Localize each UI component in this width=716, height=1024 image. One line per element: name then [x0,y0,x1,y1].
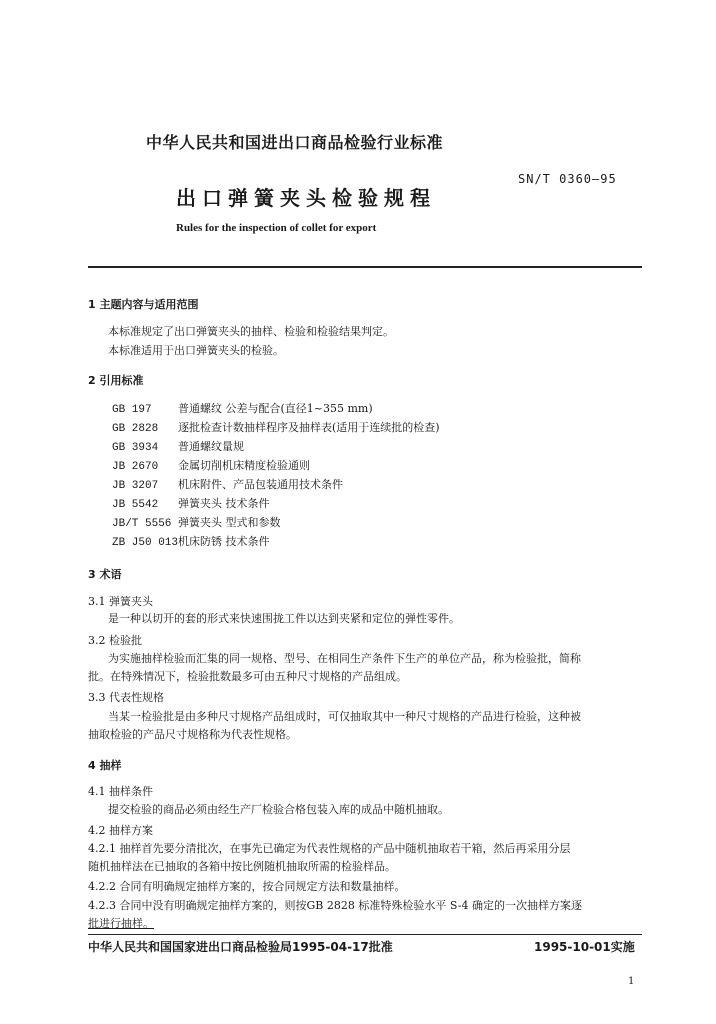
reference-code: JB/T 5556 [112,518,172,530]
document-title: 出口弹簧夹头检验规程 [176,186,436,210]
paragraph: 随机抽样法在已抽取的各箱中按比例随机抽取所需的检验样品。 [88,860,396,873]
reference-title: 金属切削机床精度检验通则 [178,459,310,472]
reference-item [112,514,281,533]
paragraph: 提交检验的商品必须由经生产厂检验合格包装入库的成品中随机抽取。 [108,803,449,816]
paragraph: 4.2.2 合同有明确规定抽样方案的，按合同规定方法和数量抽样。 [88,880,406,893]
paragraph: 批进行抽样。 [88,917,154,930]
clause-heading: 3.3 代表性规格 [88,691,164,704]
paragraph: 本标准规定了出口弹簧夹头的抽样、检验和检验结果判定。 [108,325,394,338]
reference-code: GB 2828 [112,423,159,435]
document-title-english: Rules for the inspection of collet for export [176,222,377,234]
footer-divider [88,934,642,935]
header-divider [88,266,642,268]
reference-item [112,419,440,438]
paragraph: 为实施抽样检验而汇集的同一规格、型号、在相同生产条件下生产的单位产品，称为检验批，简称 [108,652,581,665]
section-heading: 1 主题内容与适用范围 [88,298,199,311]
reference-title: 逐批检查计数抽样程序及抽样表(适用于连续批的检查) [178,421,440,434]
reference-title: 弹簧夹头 技术条件 [178,497,270,510]
reference-title: 机床防锈 技术条件 [178,535,270,548]
reference-code: ZB J50 013 [112,537,179,549]
clause-heading: 4.2 抽样方案 [88,824,153,837]
issuing-organization: 中华人民共和国进出口商品检验行业标准 [146,133,444,152]
clause-heading: 3.1 弹簧夹头 [88,595,153,608]
approval-line: 中华人民共和国国家进出口商品检验局1995-04-17批准 [88,940,393,954]
paragraph: 抽取检验的产品尺寸规格称为代表性规格。 [88,728,297,741]
reference-item [112,476,343,495]
reference-code: GB 3934 [112,442,159,454]
standard-code: SN/T 0360—95 [518,172,617,186]
clause-heading: 4.1 抽样条件 [88,785,153,798]
paragraph: 4.2.1 抽样首先要分清批次，在事先已确定为代表性规格的产品中随机抽取若干箱，然后再采用分层 [88,842,571,855]
reference-code: JB 5542 [112,499,159,511]
clause-heading: 3.2 检验批 [88,634,142,647]
reference-item [112,495,270,514]
reference-code: JB 3207 [112,480,159,492]
reference-title: 弹簧夹头 型式和参数 [178,516,281,529]
reference-item [112,457,310,476]
reference-item [112,438,244,457]
reference-item [112,533,270,552]
paragraph: 是一种以切开的套的形式来快速围拢工件以达到夹紧和定位的弹性零件。 [108,612,460,625]
reference-code: GB 197 [112,404,152,416]
reference-title: 普通螺纹量规 [178,440,244,453]
paragraph: 4.2.3 合同中没有明确规定抽样方案的，则按GB 2828 标准特殊检验水平 S-4 确定的一次抽样方案逐 [88,899,582,912]
section-heading: 4 抽样 [88,759,122,772]
paragraph: 批。在特殊情况下，检验批数最多可由五种尺寸规格的产品组成。 [88,670,407,683]
reference-title: 机床附件、产品包装通用技术条件 [178,478,343,491]
page-number: 1 [628,976,635,987]
effective-date: 1995-10-01实施 [534,940,635,954]
section-heading: 3 术语 [88,568,122,581]
section-heading: 2 引用标准 [88,374,144,387]
reference-code: JB 2670 [112,461,159,473]
paragraph: 本标准适用于出口弹簧夹头的检验。 [108,344,284,357]
reference-title: 普通螺纹 公差与配合(直径1~355 mm) [178,402,373,415]
reference-item [112,400,373,419]
paragraph: 当某一检验批是由多种尺寸规格产品组成时，可仅抽取其中一种尺寸规格的产品进行检验，这种被 [108,710,581,723]
